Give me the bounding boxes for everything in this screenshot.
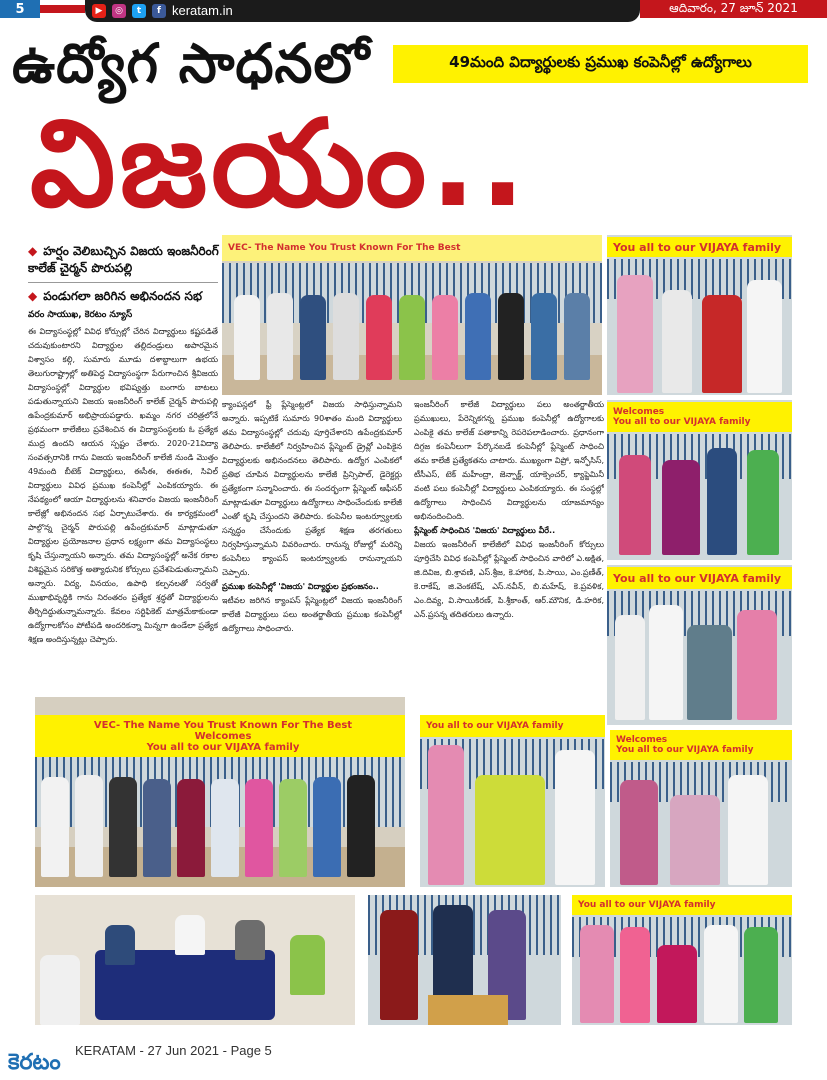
photo-bottom-3 <box>572 895 792 1025</box>
podium-photo <box>368 895 561 1025</box>
banner-text: Welcomes <box>616 735 668 745</box>
banner-text: You all to our VIJAYA family <box>616 745 754 755</box>
person <box>290 935 325 995</box>
banner-text: You all to our VIJAYA family <box>613 417 751 427</box>
person <box>580 925 614 1023</box>
person <box>333 293 359 380</box>
photo-right-2 <box>607 400 792 560</box>
podium <box>428 995 508 1025</box>
arrow-icon: ◆ <box>28 244 38 258</box>
website-link[interactable]: keratam.in <box>172 3 233 18</box>
person <box>747 450 779 555</box>
article-text: విజయ ఇంజనీరింగ్ కాలేజీలో వివిధ ఇంజనీరింగ్ కోర్సులు పూర్తిచేసి వివిధ కంపెనీల్లో ప్లేస్మెంట్ సాధించిన వారిలో ఎ.అక్షిత, జి.దివిజ, బి.శ్రావణి, ఎస్.శ్రీజ, కె.హారిక, పి.సాయి, ఎం.ప్రణీత్, కె.రాకేష్, జి.వెంకటేష్, ఎస్.నవీన్, బి.మహేష్, కె.ప్రవళిక, ఎం.దివ్య, వి.సాయికిరణ్, పి.శ్రీకాంత్, ఆర్.మౌనిక, డి.హరిక, ఎన్.ప్రసన్న తదితరులు ఉన్నారు. <box>414 540 604 619</box>
person <box>75 775 103 877</box>
article-column-1 <box>28 325 218 690</box>
page-number-badge: 5 <box>0 0 40 18</box>
person <box>245 779 273 877</box>
person <box>109 777 137 877</box>
person <box>737 610 777 720</box>
photo-banner <box>607 237 792 257</box>
banner-text: You all to our VIJAYA family <box>613 571 782 585</box>
person <box>615 615 645 720</box>
person <box>649 605 683 720</box>
person <box>399 295 425 380</box>
photo-right-3 <box>607 565 792 725</box>
banner-text: VEC- The Name You Trust Known For The Best <box>93 719 353 731</box>
person <box>267 293 293 380</box>
article-subhead: ప్రముఖ కంపెనీల్లో 'విజయ' విద్యార్థుల ప్రభంజనం.. <box>222 582 379 591</box>
banner-text: You all to our VIJAYA family <box>426 721 564 731</box>
person <box>619 455 651 555</box>
person <box>702 295 742 393</box>
article-subhead: ప్లేస్మెంట్ సాధించిన 'విజయ' విద్యార్థులు వీరే.. <box>414 526 556 535</box>
banner-text: You all to our VIJAYA family <box>613 240 782 254</box>
footer-logo: కెరటం <box>8 1050 61 1075</box>
issue-date: ఆదివారం, 27 జూన్ 2021 <box>640 0 827 18</box>
photo-banner <box>222 235 602 261</box>
headline-main: విజయం.. <box>30 95 530 234</box>
person <box>465 293 491 380</box>
person <box>347 775 375 877</box>
person <box>279 779 307 877</box>
person <box>40 955 80 1025</box>
divider <box>28 282 218 283</box>
bullet-1 <box>28 243 223 277</box>
person <box>670 795 720 885</box>
photo-right-1 <box>607 235 792 395</box>
person <box>300 295 326 380</box>
article-text: ఇంజనీరింగ్ కాలేజీ విద్యార్థులు పలు అంతర్జాతీయ ప్రముఖులు, పేరెన్నికగన్న ప్రముఖ కంపెనీల్లో ఉద్యోగాలకు ఎంపికై తమ కాలేజ్ పతాకాన్ని రెపరెపలాడించారు. ప్రధానంగా దిగ్గజ కంపెనీలుగా పేర్కొనబడే కంపెనీల్లో ప్లేస్మెంట్ సాధించి తమ కాలేజీ ప్రత్యేకతను చాటారు. ముఖ్యంగా విప్రో, ఇన్ఫోసిస్, టీసీఎస్, టెక్ మహీంద్రా, జెన్పాక్ట్, యాక్సెంచర్, క్యాప్జెమినీ వంటి పలు కంపెనీల్లో విద్యార్థులు ఎంపికయ్యారు. ఈ సంస్థల్లో ఉద్యోగాలు సాధించిన విద్యార్థులను యాజమాన్యం అభినందించింది. <box>414 400 604 521</box>
banner-text: Welcomes <box>194 730 252 742</box>
bullet-2 <box>28 288 223 305</box>
person <box>728 775 768 885</box>
footer-text: KERATAM - 27 Jun 2021 - Page 5 <box>75 1043 272 1058</box>
person <box>105 925 135 965</box>
article-text: క్యాంపస్లలో ఫ్రీ ప్లేస్మెంట్లలో విజయ సాధిస్తున్నామని అన్నారు. ఇప్పటికే సుమారు 90శాతం మంది విద్యార్థులు తమ విద్యాసంస్థల్లో చదువు పూర్తిచేశారని ఉపేంద్రకుమార్ తెలిపారు. కాలేజీలో నిర్వహించిన ప్లేస్మెంట్ డ్రైవ్లో ఎంపికైన విద్యార్థులకు అభినందనలు తెలిపారు. ఉద్యోగ ఎంపికలో ప్రతిభ చూపిన విద్యార్థులను కాలేజీ ప్రిన్సిపాల్, డైరెక్టర్లు ప్రత్యేకంగా సన్మానించారు. ఈ సందర్భంగా ప్లేస్మెంట్ ఆఫీసర్ మాట్లాడుతూ విద్యార్థులు ఉద్యోగాలు సాధించేందుకు కాలేజీ ఎంతో కృషి చేస్తుందని తెలిపారు. కంపెనీల ఇంటర్వ్యూలకు సన్నద్ధం చేసేందుకు ప్రత్యేక శిక్షణ తరగతులు నిర్వహిస్తున్నామని వివరించారు. రానున్న రోజుల్లో మరిన్ని కంపెనీలు క్యాంపస్ ఇంటర్వ్యూలకు రానున్నాయని చెప్పారు. <box>222 400 402 577</box>
person <box>704 925 738 1023</box>
person <box>531 293 557 380</box>
person <box>428 745 464 885</box>
group-photo-top <box>222 235 602 395</box>
article-text: ఈ విద్యాసంస్థల్లో వివిధ కోర్సుల్లో చేరిన విద్యార్థులు కష్టపడితే చదువుకుంటారని విద్యార్థుల తల్లిదండ్రులు అపారమైన విశ్వాసం కల్గి, సుమారు మూడు దశాబ్దాలుగా ఉభయ తెలుగురాష్ట్రాల్లో అతిపెద్ద విద్యాసంస్థగా పేరుగాంచిన శ్రీవిజయ విద్యాసంస్థల్లో విద్యార్థుల భవిష్యత్తు బంగారు బాటలు పడుతున్నాయని విజయ ఇంజనీరింగ్ కాలేజ్ చైర్మన్ పొరుపల్లి ఉపేంద్రకుమార్ అభిప్రాయపడ్డారు. ఖమ్మం నగర చరిత్రలోనే ప్రథమంగా కాలేజీలు ప్రవేశించిన ఈ విద్యాసంస్థలకు ఓ ప్రత్యేక ముద్ర ఉందని ఆయన స్పష్టం చేశారు. 2020-21విద్యా సంవత్సరానికి గాను విజయ ఇంజనీరింగ్ కాలేజీ నుండి మొత్తం 49మంది బీటెక్ విద్యార్థులు, ఈసీఈ, ఈఈఈ, సివిల్ విద్యార్థులు వివిధ ప్రముఖ కంపెనీల్లో ఎంపికయ్యారు. ఈ నేపథ్యంలో ఆయా విద్యార్థులను శనివారం విజయ ఇంజనీరింగ్ కాలేజ్లో అభినందన సభ ఏర్పాటుచేశారు. ఈ కార్యక్రమంలో పాల్గొన్న చైర్మన్ పొరుపల్లి ఉపేంద్రకుమార్ మాట్లాడుతూ విద్యార్థుల ప్రయోజనాల ప్రధాన లక్ష్యంగా తమ విద్యాసంస్థలు కృషి చేస్తున్నాయని అన్నారు. తమ విద్యాసంస్థల్లో అనేక రకాల విశిష్టమైన సరికొత్త అత్యాధునిక కోర్సులు ప్రవేశపెడుతున్నామని అన్నారు. విద్య, వినయం, ఉపాధి కల్పనలతో సర్వతో ముఖాభివృద్ధికి గాను నిరంతరం ప్రత్యేక శ్రద్ధతో విద్యార్థులను తీర్చిదిద్దుతున్నామన్నారు. కేవలం సర్టిఫికెట్ మాత్రమేకాకుండా ఉద్యోగాలకోసం పోటీపడి అందరికన్నా మిన్నగా ఉండేలా ప్రత్యేక శిక్షణ అందిస్తున్నట్లు చెప్పారు. <box>28 327 218 644</box>
person <box>687 625 732 720</box>
twitter-icon[interactable]: t <box>132 4 146 18</box>
article-column-3 <box>414 398 604 690</box>
person <box>657 945 697 1023</box>
meeting-photo <box>35 895 355 1025</box>
youtube-icon[interactable]: ▶ <box>92 4 106 18</box>
social-icons <box>92 4 166 18</box>
person <box>747 280 782 393</box>
photo-banner <box>572 895 792 915</box>
person <box>175 915 205 955</box>
article-text: ఇటీవల జరిగిన క్యాంపస్ ప్లేస్మెంట్లలో విజయ ఇంజనీరింగ్ కాలేజీ విద్యార్థులు పలు అంతర్జాతీయ ప్రముఖ కంపెనీల్లో ఉద్యోగాలు సాధించారు. <box>222 596 402 633</box>
banner-text: You all to our VIJAYA family <box>146 741 300 753</box>
person <box>177 779 205 877</box>
banner-text: You all to our VIJAYA family <box>578 900 716 910</box>
headline-subhead: 49మంది విద్యార్థులకు ప్రముఖ కంపెనీల్లో ఉద్యోగాలు <box>393 45 808 83</box>
photo-banner <box>607 567 792 589</box>
person <box>707 448 737 555</box>
person <box>234 295 260 380</box>
person <box>620 927 650 1023</box>
person <box>41 777 69 877</box>
person <box>143 779 171 877</box>
person <box>475 775 545 885</box>
person <box>366 295 392 380</box>
headline-kicker: ఉద్యోగ సాధనలో <box>12 32 371 95</box>
article-column-2 <box>222 398 402 690</box>
person <box>498 293 524 380</box>
person <box>313 777 341 877</box>
person <box>211 779 239 877</box>
header-red-accent <box>40 5 85 13</box>
bullet-text: హర్షం వెలిబుచ్చిన విజయ ఇంజనీరింగ్ కాలేజ్ చైర్మన్ పొరుపల్లి <box>28 244 219 275</box>
person <box>620 780 658 885</box>
group-photo-middle <box>35 697 405 887</box>
person <box>380 910 418 1020</box>
photo-banner <box>607 402 792 432</box>
person <box>662 460 700 555</box>
person <box>564 293 590 380</box>
arrow-icon: ◆ <box>28 289 38 303</box>
photo-middle-3 <box>610 730 792 887</box>
person <box>662 290 692 393</box>
facebook-icon[interactable]: f <box>152 4 166 18</box>
person <box>617 275 653 393</box>
banner-text: Welcomes <box>613 407 665 417</box>
person <box>744 927 778 1023</box>
photo-banner <box>420 715 605 737</box>
photo-middle-2 <box>420 715 605 887</box>
person <box>432 295 458 380</box>
person <box>235 920 265 960</box>
bullet-text: పండుగలా జరిగిన అభినందన సభ <box>43 289 202 303</box>
person <box>555 750 595 885</box>
photo-banner <box>35 715 405 757</box>
instagram-icon[interactable]: ◎ <box>112 4 126 18</box>
header-dark-bar <box>85 0 640 22</box>
photo-banner <box>610 730 792 760</box>
banner-text: VEC- The Name You Trust Known For The Best <box>228 243 461 253</box>
byline: వరం సాయుఖ, కెరటం న్యూస్ <box>28 310 133 320</box>
